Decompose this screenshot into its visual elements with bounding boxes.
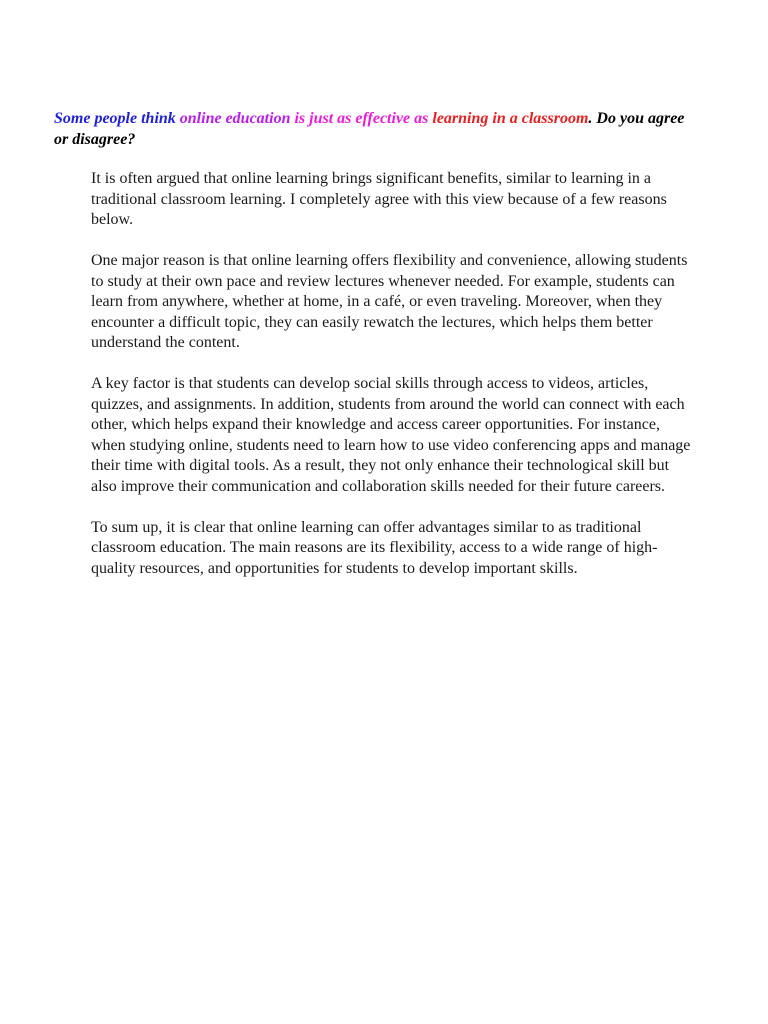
prompt-segment-3: is just as effective as xyxy=(294,110,433,127)
essay-paragraph-body-2: A key factor is that students can develop social skills through access to videos, articles, quizzes, and assignments. In addition, students from around the world can connect with each other, which helps expand their knowledge and access career opportunities. For instance, when studying online, students need to learn how to use video conferencing apps and manage their time with digital tools. As a result, they not only enhance their technological skill but also improve their communication and collaboration skills needed for their future careers. xyxy=(91,375,691,495)
essay-prompt xyxy=(54,109,694,150)
prompt-segment-5: . Do you agree or disagree? xyxy=(54,110,685,148)
prompt-segment-4: learning in a classroom xyxy=(432,110,589,127)
essay-paragraph-intro: It is often argued that online learning brings significant benefits, similar to learning in a traditional classroom learning. I completely agree with this view because of a few reasons below. xyxy=(91,170,667,228)
prompt-segment-2: online education xyxy=(179,110,295,127)
essay-body xyxy=(91,169,691,600)
essay-paragraph-body-1: One major reason is that online learning offers flexibility and convenience, allowing students to study at their own pace and review lectures whenever needed. For example, students can learn from anywhere, whether at home, in a café, or even traveling. Moreover, when they encounter a difficult topic, they can easily rewatch the lectures, which helps them better understand the content. xyxy=(91,252,688,351)
essay-paragraph-conclusion: To sum up, it is clear that online learning can offer advantages similar to as traditional classroom education. The main reasons are its flexibility, access to a wide range of high-quality resources, and opportunities for students to develop important skills. xyxy=(91,518,658,577)
prompt-segment-1: Some people think xyxy=(54,110,180,127)
